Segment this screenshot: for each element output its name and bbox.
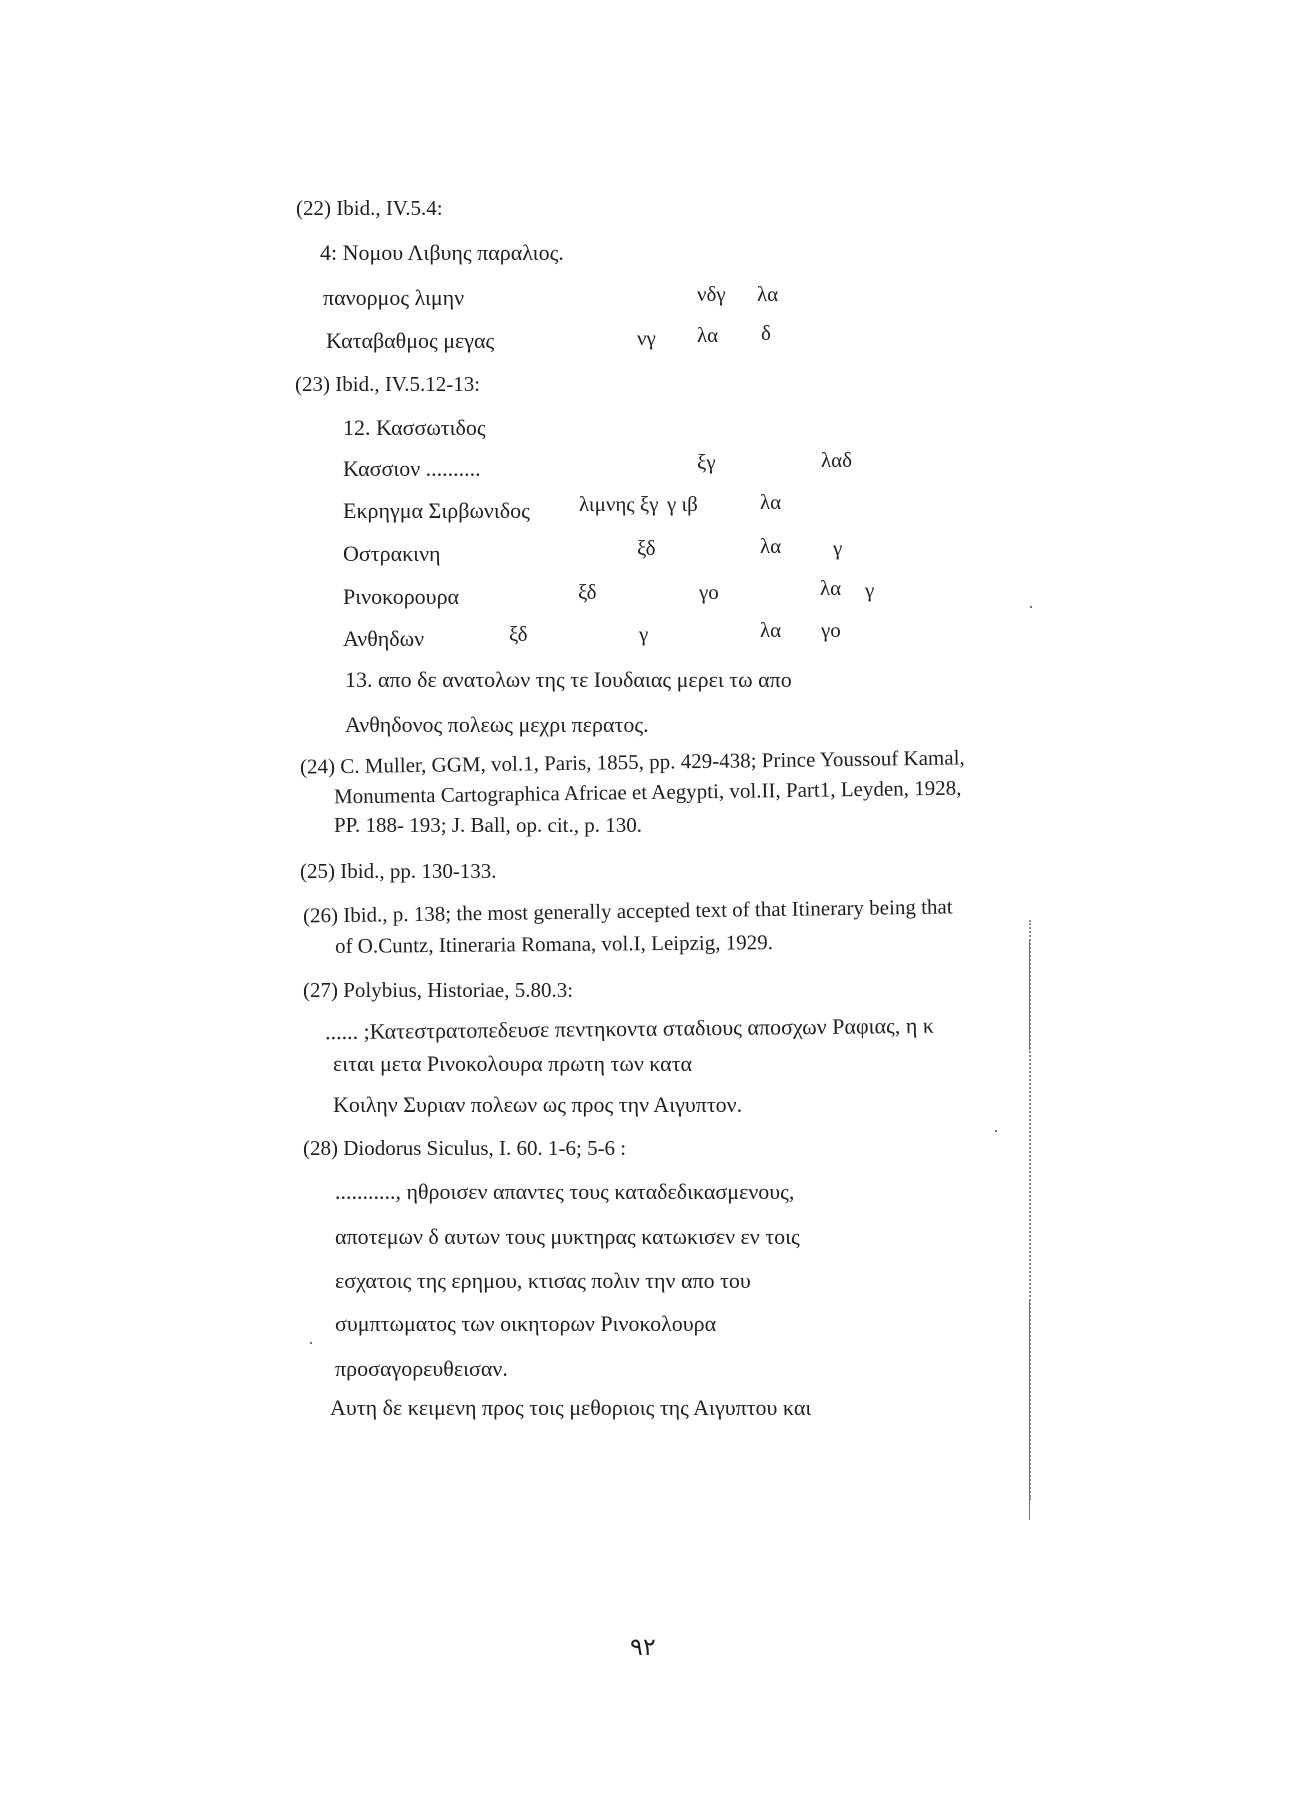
table-cell: γο <box>699 580 719 604</box>
table-cell: γ <box>833 536 843 560</box>
note-22-heading: (22) Ibid., IV.5.4: <box>296 196 443 220</box>
table-cell: ξδ <box>578 580 597 604</box>
table-cell: Ανθηδων <box>343 626 425 651</box>
table-cell: νγ <box>637 326 656 350</box>
scan-speck <box>1030 606 1032 608</box>
table-cell: λα <box>820 576 842 600</box>
table-cell: λα <box>760 534 782 558</box>
table-cell: λα <box>757 282 779 306</box>
table-cell: πανορμος λιμην <box>323 285 465 310</box>
note-24-line-1: (24) C. Muller, GGM, vol.1, Paris, 1855, pp. 429-438; Prince Youssouf Kamal, <box>299 745 965 779</box>
note-28-line-6: Αυτη δε κειμενη προς τοις μεθοριοις της Αιγυπτου και <box>330 1395 812 1420</box>
table-cell: Κασσιον .......... <box>343 456 481 481</box>
note-28-line-3: εσχατοις της ερημου, κτισας πολιν την απο του <box>335 1268 751 1293</box>
note-22-subheading: 4: Νομου Λιβυης παραλιος. <box>320 240 564 265</box>
table-cell: Καταβαθμος μεγας <box>326 328 495 353</box>
note-23-subheading: 12. Κασσωτιδος <box>343 415 486 440</box>
table-cell: γ <box>639 622 649 646</box>
table-cell: ξγ <box>697 450 716 474</box>
note-24-line-3: PP. 188- 193; J. Ball, op. cit., p. 130. <box>334 813 643 837</box>
note-26-line-2: of O.Cuntz, Itineraria Romana, vol.I, Leipzig, 1929. <box>334 930 774 958</box>
table-cell: λα <box>697 323 719 347</box>
table-cell: δ <box>761 321 771 345</box>
table-cell: Ρινοκορουρα <box>343 584 460 609</box>
table-cell: λα <box>760 618 782 642</box>
note-27-line-1: ...... ;Κατεστρατοπεδευσε πεντηκοντα σταδιους αποσχων Ραφιας, η κ <box>324 1012 934 1045</box>
note-23-heading: (23) Ibid., IV.5.12-13: <box>295 372 481 396</box>
table-cell: γο <box>821 618 841 642</box>
note-28-line-2: αποτεμων δ αυτων τους μυκτηρας κατωκισεν εν τοις <box>335 1224 800 1249</box>
note-28-heading: (28) Diodorus Siculus, I. 60. 1-6; 5-6 : <box>303 1136 627 1160</box>
scan-margin-line <box>1029 940 1030 1050</box>
note-24-line-2: Monumenta Cartographica Africae et Aegypti, vol.II, Part1, Leyden, 1928, <box>333 775 962 809</box>
table-cell: λιμνης ξγ <box>579 492 659 516</box>
table-cell: Οστρακινη <box>343 541 441 566</box>
table-cell: ξδ <box>509 622 528 646</box>
note-28-line-5: προσαγορευθεισαν. <box>335 1356 508 1381</box>
note-26-line-1: (26) Ibid., p. 138; the most generally accepted text of that Itinerary being that <box>302 894 953 928</box>
note-25: (25) Ibid., pp. 130-133. <box>300 859 497 883</box>
note-28-line-4: συμπτωματος των οικητορων Ρινοκολουρα <box>335 1311 717 1336</box>
table-cell: λα <box>760 490 782 514</box>
scan-margin-line <box>1029 1300 1030 1520</box>
note-23-line-13a: 13. απο δε ανατολων της τε Ιουδαιας μερει τω απο <box>345 667 792 692</box>
note-27-line-2: ειται μετα Ρινοκολουρα πρωτη των κατα <box>333 1051 693 1076</box>
table-cell: νδγ <box>697 282 726 306</box>
scan-speck <box>995 1130 997 1132</box>
note-23-line-13b: Ανθηδονος πολεως μεχρι περατος. <box>345 712 649 737</box>
note-27-line-3: Κοιλην Συριαν πολεων ως προς την Αιγυπτον. <box>333 1092 743 1117</box>
table-cell: γ <box>865 578 875 602</box>
table-cell: λαδ <box>821 448 853 472</box>
note-28-line-1: ..........., ηθροισεν απαντες τους καταδεδικασμενους, <box>335 1179 795 1204</box>
table-cell: γ ιβ <box>667 492 698 516</box>
scan-speck <box>310 1342 312 1344</box>
page-number: ٩٢ <box>630 1633 656 1661</box>
table-cell: ξδ <box>637 536 656 560</box>
table-cell: Εκρηγμα Σιρβωνιδος <box>343 498 530 523</box>
note-27-heading: (27) Polybius, Historiae, 5.80.3: <box>303 978 574 1002</box>
